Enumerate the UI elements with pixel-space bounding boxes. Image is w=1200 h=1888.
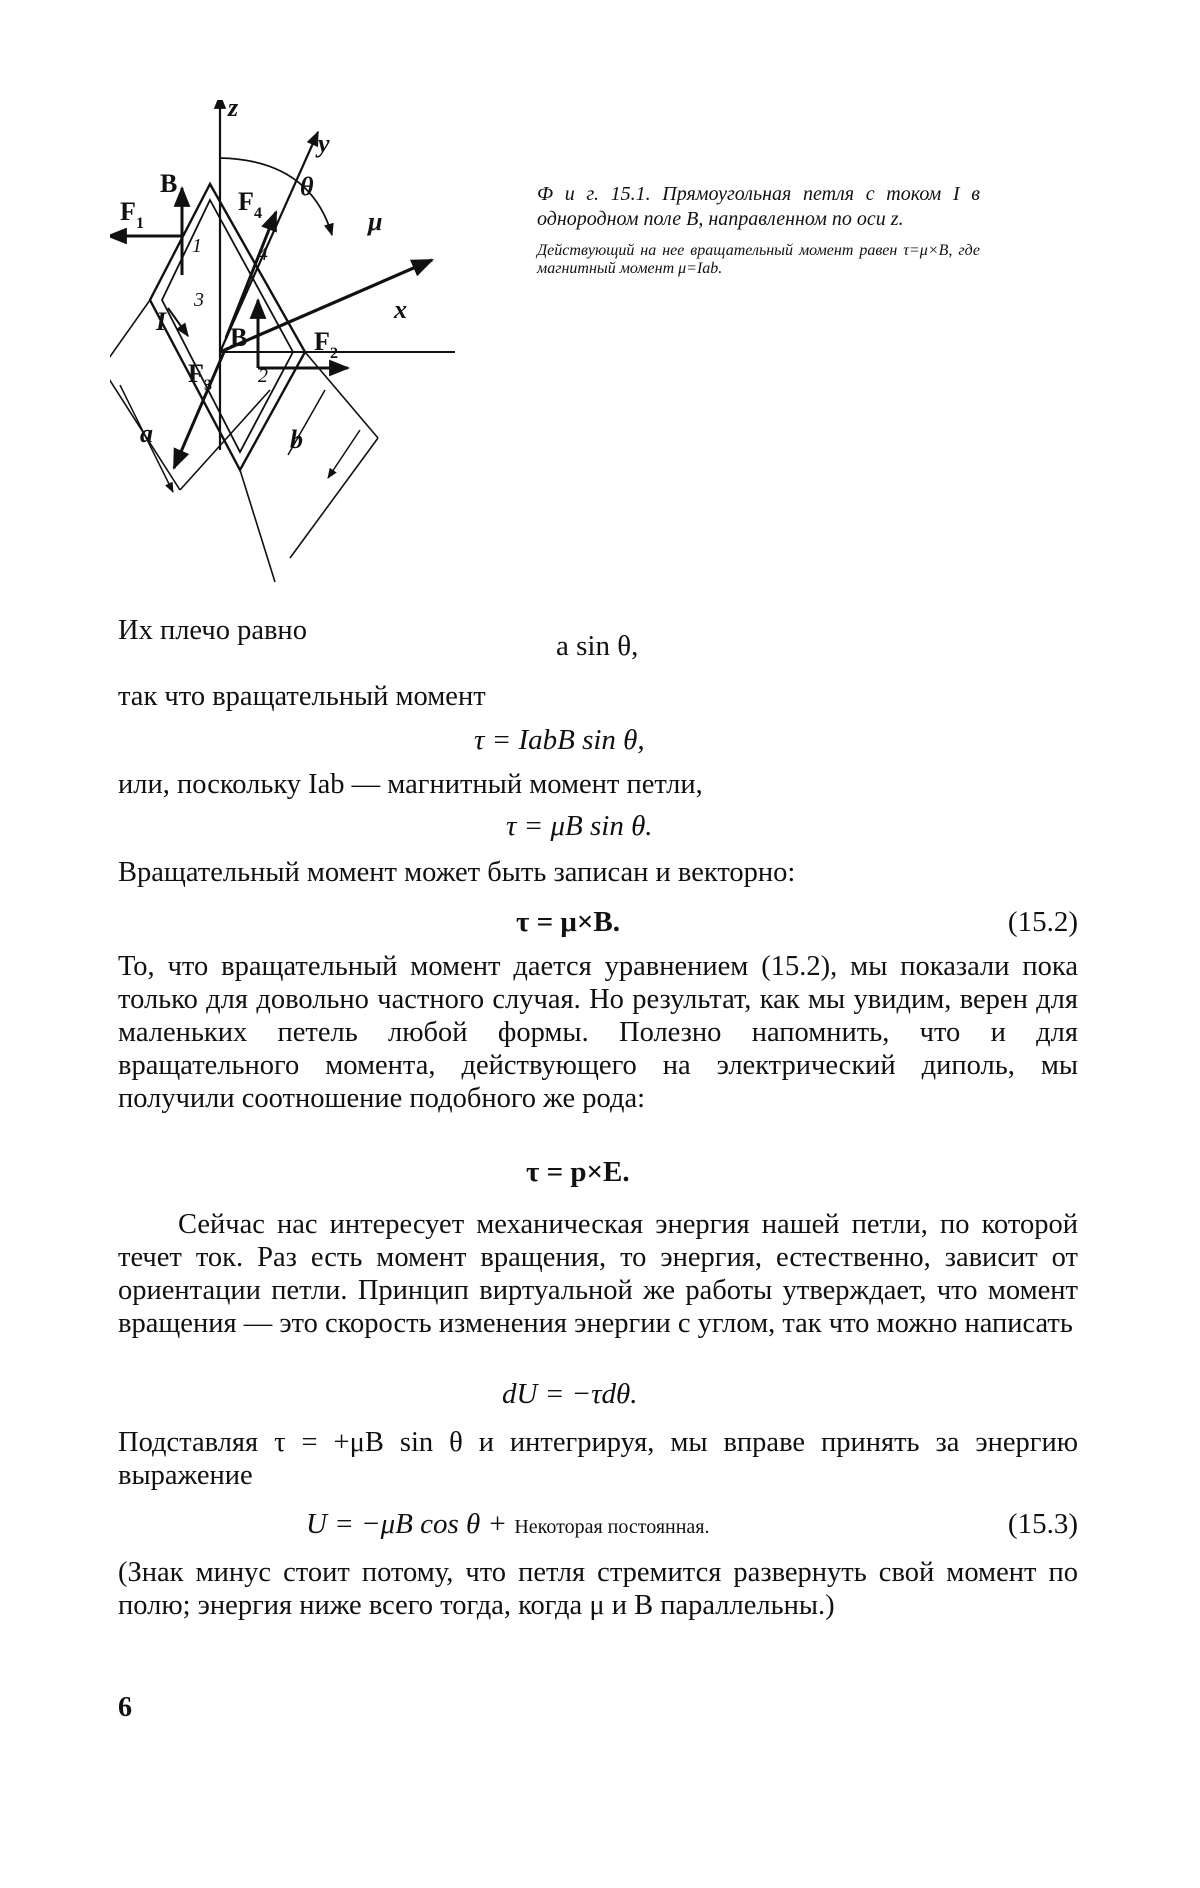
figure-15-1 xyxy=(110,100,530,600)
paragraph-4: (Знак минус стоит потому, что петля стремится развернуть свой момент по полю; энергия ниже всего тогда, когда μ и B параллельны.) xyxy=(118,1557,1078,1621)
label-B-mid: B xyxy=(230,323,248,352)
label-F4-sub: 4 xyxy=(254,205,262,222)
text-line-2: так что вращательный момент xyxy=(118,681,486,712)
label-B-top: B xyxy=(160,169,178,198)
paragraph-3: Подставляя τ = +μB sin θ и интегрируя, мы вправе принять за энергию выражение xyxy=(118,1427,1078,1491)
label-F1-sub: 1 xyxy=(136,215,144,232)
paragraph-2: Сейчас нас интересует механическая энергия нашей петли, по которой течет ток. Раз есть момент вращения, то энергия, естественно, зависит от ориентации петли. Принцип виртуальной же работы утверждает, что момент вращения — это скорость изменения энергии с углом, так что можно написать xyxy=(118,1209,1078,1339)
F4-arrow xyxy=(226,212,276,338)
label-F2: F xyxy=(314,327,330,356)
label-x: x xyxy=(394,295,407,324)
caption-title: Ф и г. 15.1. Прямоугольная петля с током I в однородном поле B, направленном по оси z. xyxy=(537,183,980,230)
equation-15-2: τ = μ×B. xyxy=(516,906,620,938)
equation-number-15-2: (15.2) xyxy=(1007,906,1078,938)
text-line-4: Вращательный момент может быть записан и векторно: xyxy=(118,857,796,888)
figure-caption xyxy=(537,182,980,278)
label-b: b xyxy=(290,425,303,454)
equation-torque-iab: τ = IabB sin θ, xyxy=(474,724,645,756)
caption-detail: Действующий на нее вращательный момент равен τ=μ×B, где магнитный момент μ=Iab. xyxy=(537,242,980,277)
equation-du: dU = −τdθ. xyxy=(502,1378,638,1410)
paragraph-1: То, что вращательный момент дается уравнением (15.2), мы показали пока только для довольно частного случая. Но результат, как мы увидим, верен для маленьких петель любой формы. Полезно напомнить, что и для вращательного момента, действующего на электрический диполь, мы получили соотношение подобного же рода: xyxy=(118,951,1078,1114)
side-label-4: 4 xyxy=(258,243,268,265)
label-current: I xyxy=(156,307,167,336)
loop-diagram xyxy=(110,100,530,600)
label-F2-sub: 2 xyxy=(330,345,338,362)
side-label-2: 2 xyxy=(258,365,268,387)
page-number: 6 xyxy=(118,1692,132,1723)
equation-15-3-note: Некоторая постоянная. xyxy=(514,1516,710,1538)
label-F1: F xyxy=(120,197,136,226)
label-y: y xyxy=(318,129,330,158)
label-mu: μ xyxy=(368,207,383,236)
equation-dipole-torque: τ = p×E. xyxy=(526,1156,630,1188)
label-F3-sub: 3 xyxy=(204,377,212,394)
theta-arc xyxy=(220,158,332,235)
equation-a-sin-theta: a sin θ, xyxy=(556,630,639,662)
equation-number-15-3: (15.3) xyxy=(1007,1508,1078,1540)
label-F4: F xyxy=(238,187,254,216)
side-label-1: 1 xyxy=(192,235,202,257)
equation-torque-mub: τ = μB sin θ. xyxy=(506,810,653,842)
text-line-3: или, поскольку Iab — магнитный момент петли, xyxy=(118,769,703,800)
label-F3: F xyxy=(188,359,204,388)
equation-15-3 xyxy=(306,1508,710,1544)
text-line-1: Их плечо равно xyxy=(118,615,307,646)
side-label-3: 3 xyxy=(194,289,204,311)
label-theta: θ xyxy=(300,172,314,201)
label-z: z xyxy=(228,100,239,122)
equation-15-3-main: U = −μB cos θ + xyxy=(306,1508,508,1540)
label-a: a xyxy=(140,419,153,448)
